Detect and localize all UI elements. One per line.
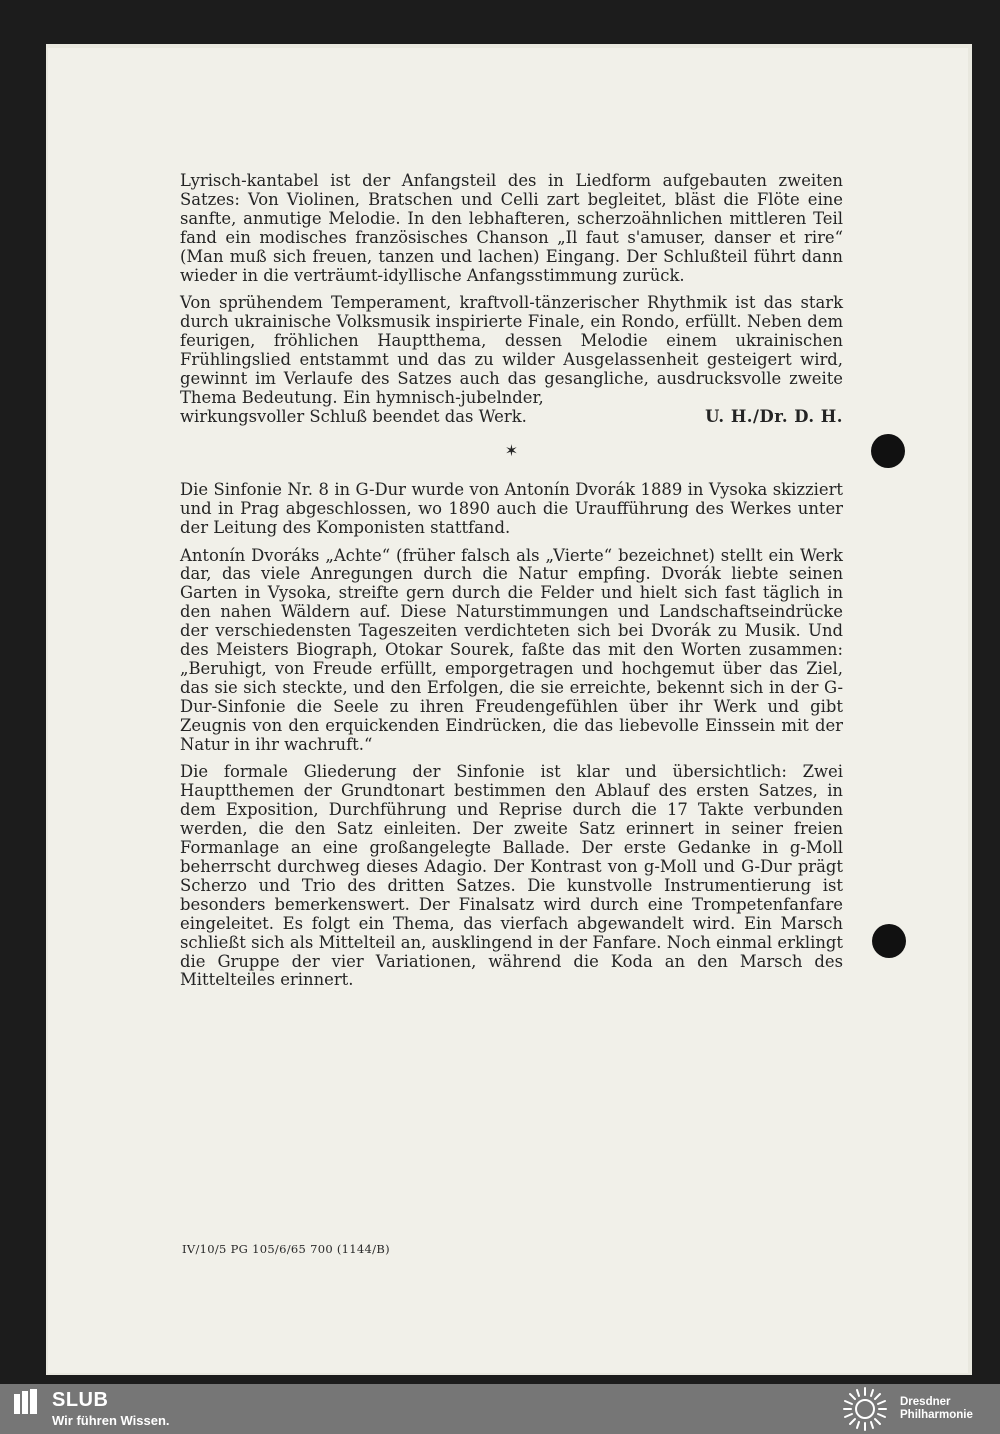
- philharmonie-logo-icon: [840, 1386, 890, 1432]
- paragraph-nature: Antonín Dvoráks „Achte“ (früher falsch als „Vierte“ bezeichnet) stellt ein Werk dar, das viele Anregungen durch die Natur empfing. Dvorák liebte seinen Garten in Vysoka, streifte gern durch die Felder und hielt sich fast täglich in den nahen Wäldern auf. Diese Naturstimmungen und Landschaftseindrücke der verschiedensten Tageszeiten verdichteten sich bei Dvorák zu Musik. Und des Meisters Biograph, Otokar Sourek, faßte das mit den Worten zusammen: „Beruhigt, von Freude erfüllt, emporgetragen und hochgemut über das Ziel, das sie sich steckte, und den Erfolgen, die sie erreichte, bekennt sich in der G-Dur-Sinfonie die Seele zu ihren Freudengefühlen über ihr Werk und gibt Zeugnis von den erquickenden Eindrücken, die das liebevolle Einssein mit der Natur in ihr wachruft.“: [180, 545, 843, 754]
- document-body: [180, 172, 843, 999]
- author-signature: U. H./Dr. D. H.: [705, 406, 843, 426]
- slub-tagline: Wir führen Wissen.: [52, 1413, 170, 1428]
- paragraph-second-movement: Lyrisch-kantabel ist der Anfangsteil des in Liedform aufgebauten zweiten Satzes: Von Violinen, Bratschen und Celli zart begleitet, bläst die Flöte eine sanfte, anmutige Melodie. In den lebhafteren, scherzoähnlichen mittleren Teil fand ein modisches französisches Chanson „Il faut s'amuser, danser et rire“ (Man muß sich freuen, tanzen und lachen) Eingang. Der Schlußteil führt dann wieder in die verträumt-idyllische Anfangsstimmung zurück.: [180, 171, 843, 285]
- punch-hole-top: [871, 434, 905, 468]
- paragraph-finale-end: wirkungsvoller Schluß beendet das Werk.: [180, 406, 527, 426]
- paragraph-premiere: Die Sinfonie Nr. 8 in G-Dur wurde von Antonín Dvorák 1889 in Vysoka skizziert und in Prag abgeschlossen, wo 1890 auch die Uraufführung des Werkes unter der Leitung des Komponisten stattfand.: [180, 479, 843, 537]
- slub-logo-icon: [13, 1388, 39, 1416]
- section-separator-icon: ✶: [504, 440, 519, 460]
- philharmonie-name: [900, 1396, 973, 1422]
- paragraph-finale-text: Von sprühendem Temperament, kraftvoll-tänzerischer Rhythmik ist das stark durch ukrainische Volksmusik inspirierte Finale, ein Rondo, erfüllt. Neben dem feurigen, fröhlichen Hauptthema, dessen Melodie einem ukrainischen Frühlingslied entstammt und das zu wilder Ausgelassenheit gesteigert wird, gewinnt im Verlaufe des Satzes auch das gesangliche, ausdrucksvolle zweite Thema Bedeutung. Ein hymnisch-jubelnder,: [180, 293, 843, 407]
- philharmonie-line1: Dresdner: [900, 1396, 951, 1408]
- print-imprint: IV/10/5 PG 105/6/65 700 (1144/B): [182, 1242, 390, 1256]
- paragraph-structure: Die formale Gliederung der Sinfonie ist klar und übersichtlich: Zwei Hauptthemen der Grundtonart bestimmen den Ablauf des ersten Satzes, in dem Exposition, Durchführung und Reprise durch die 17 Takte verbunden werden, die den Satz einleiten. Der zweite Satz erinnert in seiner freien Formanlage an eine großangelegte Ballade. Der erste Gedanke in g-Moll beherrscht durchweg dieses Adagio. Der Kontrast von g-Moll und G-Dur prägt Scherzo und Trio des dritten Satzes. Die kunstvolle Instrumentierung ist besonders bemerkenswert. Der Finalsatz wird durch eine Trompetenfanfare eingeleitet. Es folgt ein Thema, das vierfach abgewandelt wird. Ein Marsch schließt sich als Mittelteil an, ausklingend in der Fanfare. Noch einmal erklingt die Gruppe der vier Variationen, während die Koda an den Marsch des Mittelteiles erinnert.: [180, 762, 843, 990]
- punch-hole-bottom: [872, 924, 906, 958]
- paragraph-finale: [180, 294, 843, 407]
- slub-name: SLUB: [52, 1389, 109, 1411]
- philharmonie-line2: Philharmonie: [900, 1409, 973, 1421]
- signature-line: [180, 408, 843, 427]
- footer-bar: [0, 1384, 1000, 1434]
